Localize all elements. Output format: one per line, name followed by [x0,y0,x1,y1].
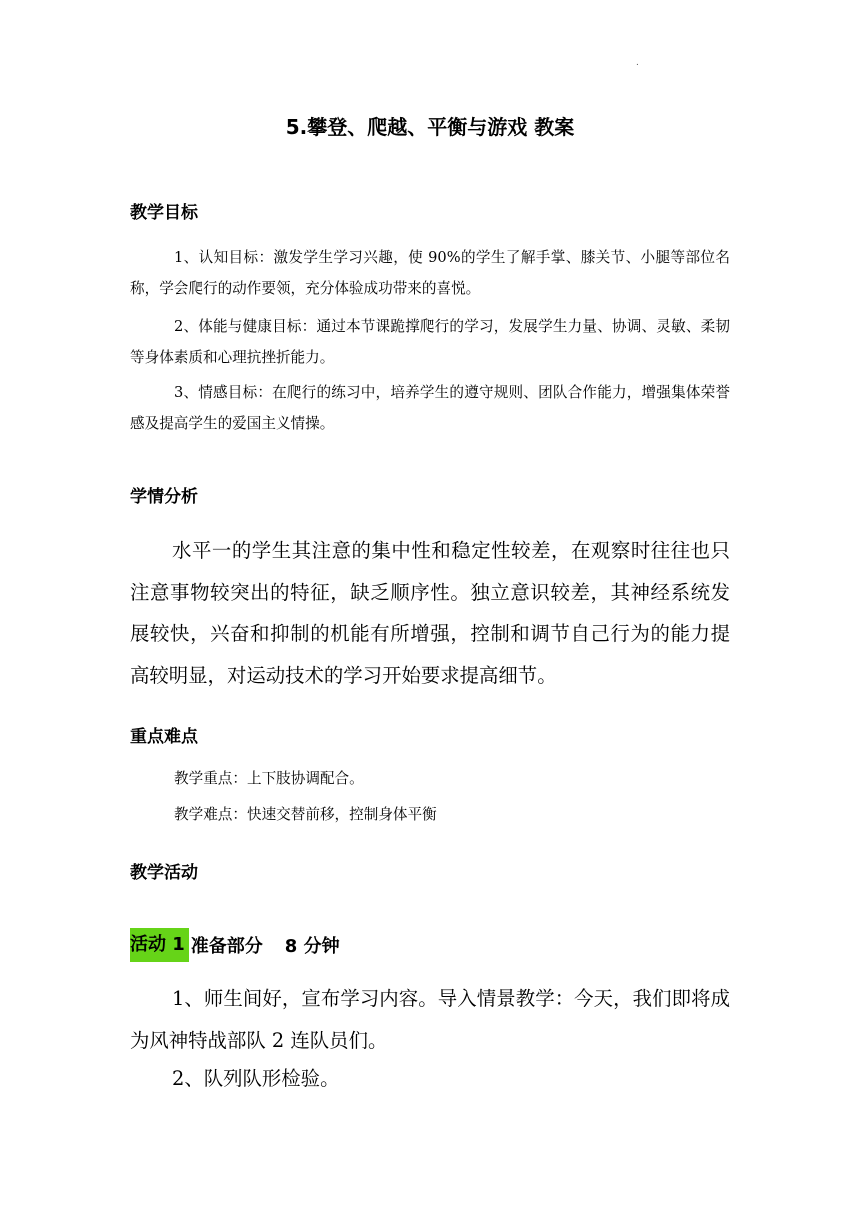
activity-1-header [130,928,340,962]
activity-1-duration: 8 分钟 [284,936,340,957]
activity-1-item-2: 2、队列队形检验。 [172,1067,340,1090]
objective-item-3: 3、情感目标：在爬行的练习中，培养学生的遵守规则、团队合作能力，增强集体荣誉感及提高学生的爱国主义情操。 [130,384,730,432]
key-point-item-1: 教学重点：上下肢协调配合。 [174,770,364,787]
heading-key-points: 重点难点 [130,727,198,747]
corner-mark: . [636,57,639,68]
heading-activities: 教学活动 [130,863,198,883]
objective-item-1: 1、认知目标：激发学生学习兴趣，使 90%的学生了解手掌、膝关节、小腿等部位名称，学会爬行的动作要领，充分体验成功带来的喜悦。 [130,249,730,297]
activity-1-name: 准备部分 [190,936,263,957]
heading-objectives: 教学目标 [130,203,198,223]
activity-1-tag: 活动 1 [130,928,189,962]
heading-analysis: 学情分析 [130,487,198,507]
objective-item-2: 2、体能与健康目标：通过本节课跪撑爬行的学习，发展学生力量、协调、灵敏、柔韧等身体素质和心理抗挫折能力。 [130,318,730,366]
key-point-item-2: 教学难点：快速交替前移，控制身体平衡 [174,806,437,823]
document-title: 5.攀登、爬越、平衡与游戏 教案 [285,115,575,139]
analysis-paragraph: 水平一的学生其注意的集中性和稳定性较差，在观察时往往也只注意事物较突出的特征，缺乏顺序性。独立意识较差，其神经系统发展较快，兴奋和抑制的机能有所增强，控制和调节自己行为的能力提高较明显，对运动技术的学习开始要求提高细节。 [130,539,730,687]
activity-1-item-1: 1、师生间好，宣布学习内容。导入情景教学：今天，我们即将成为风神特战部队 2 连队员们。 [130,987,730,1052]
